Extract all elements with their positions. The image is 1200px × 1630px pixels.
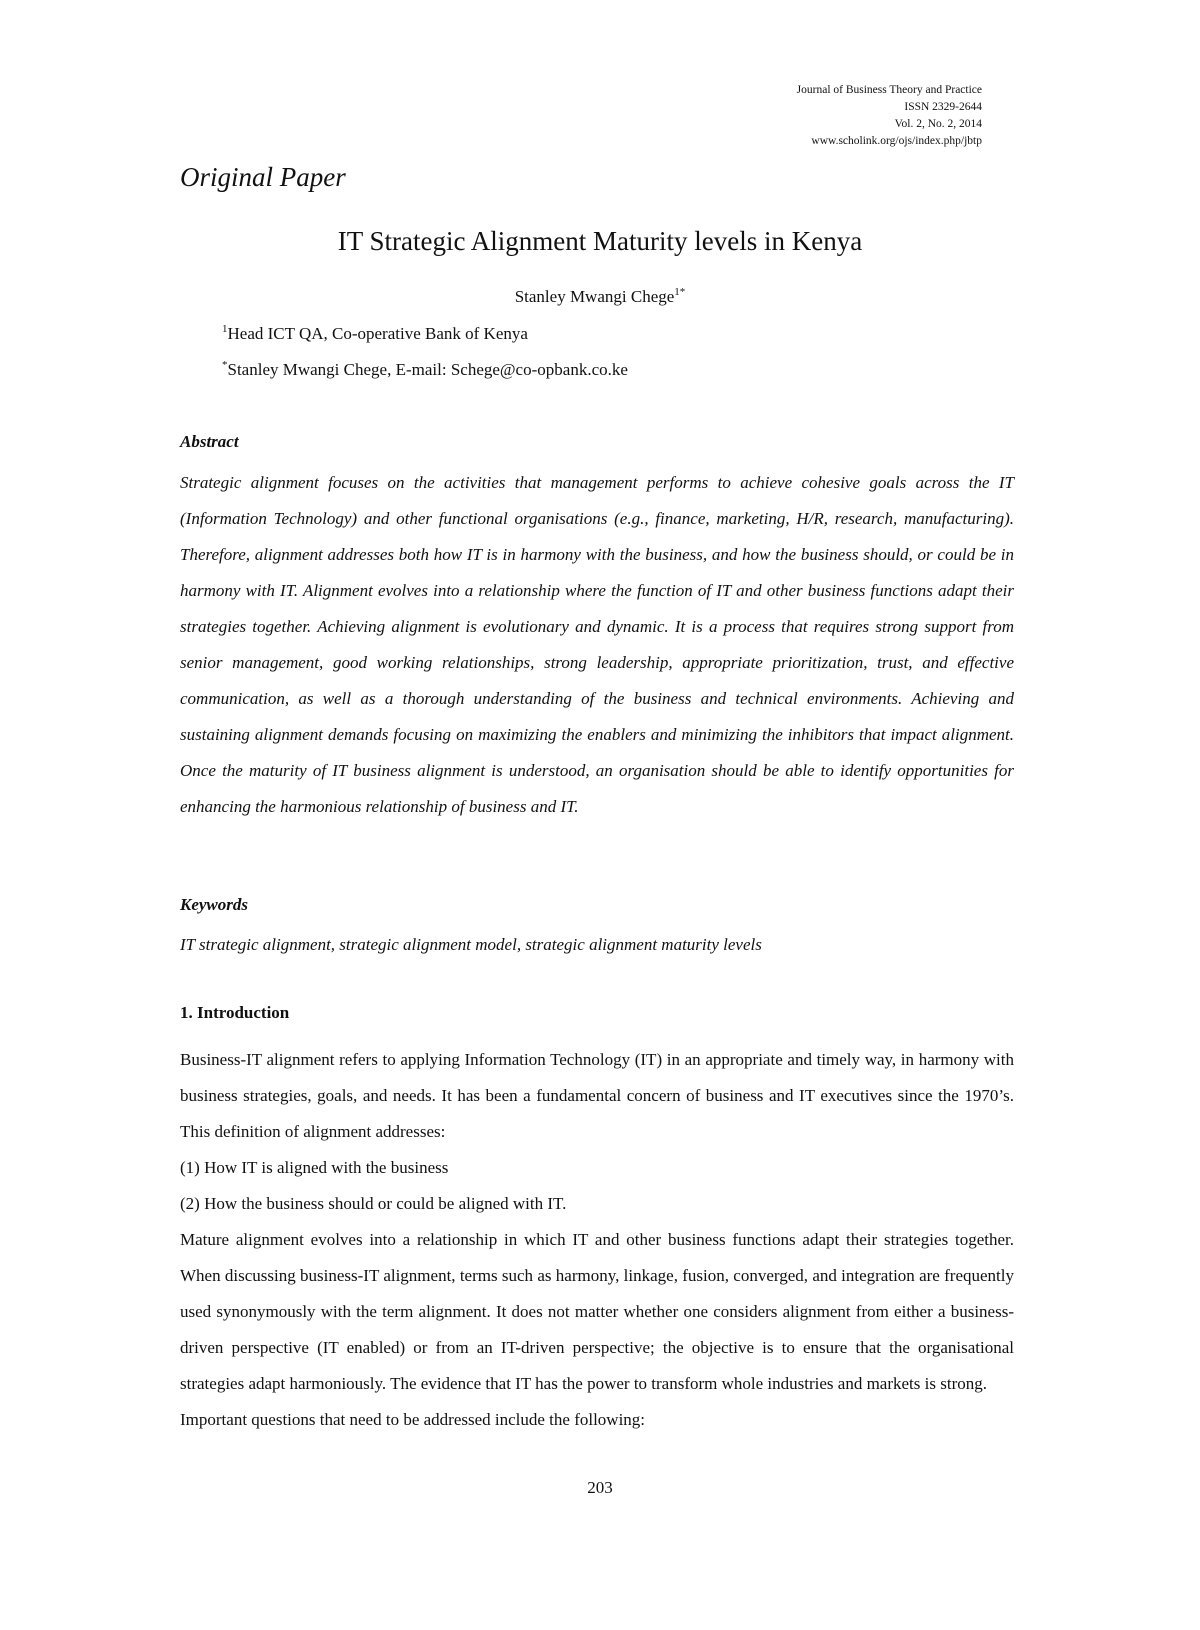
keywords-text: IT strategic alignment, strategic alignment model, strategic alignment maturity levels bbox=[180, 935, 762, 954]
author-name: Stanley Mwangi Chege bbox=[514, 287, 675, 306]
introduction-body bbox=[180, 1042, 1014, 1438]
corresponding-text: Stanley Mwangi Chege, E-mail: Schege@co-opbank.co.ke bbox=[227, 360, 628, 379]
journal-url[interactable]: www.scholink.org/ojs/index.php/jbtp bbox=[811, 135, 982, 147]
abstract-heading: Abstract bbox=[180, 432, 239, 451]
paper-title: IT Strategic Alignment Maturity levels in Kenya bbox=[337, 226, 863, 256]
intro-list-item: (2) How the business should or could be aligned with IT. bbox=[180, 1194, 567, 1213]
keywords-heading: Keywords bbox=[180, 895, 248, 914]
author-line bbox=[0, 287, 1200, 307]
journal-issn: ISSN 2329-2644 bbox=[904, 101, 982, 113]
abstract-text: Strategic alignment focuses on the activities that management performs to achieve cohesive goals across the IT (Information Technology) and other functional organisations (e.g., finance, marketing, H/R, research, manufacturing). Therefore, alignment addresses both how IT is in harmony with the business, and how the business should, or could be in harmony with IT. Alignment evolves into a relationship where the function of IT and other business functions adapt their strategies together. Achieving alignment is evolutionary and dynamic. It is a process that requires strong support from senior management, good working relationships, strong leadership, appropriate prioritization, trust, and effective communication, as well as a thorough understanding of the business and technical environments. Achieving and sustaining alignment demands focusing on maximizing the enablers and minimizing the inhibitors that impact alignment. Once the maturity of IT business alignment is understood, an organisation should be able to identify opportunities for enhancing the harmonious relationship of business and IT. bbox=[180, 473, 1014, 816]
corresponding-marker: * bbox=[222, 359, 228, 371]
author-marker: 1* bbox=[674, 286, 686, 298]
journal-volume: Vol. 2, No. 2, 2014 bbox=[894, 118, 982, 130]
intro-paragraph: Important questions that need to be addressed include the following: bbox=[180, 1410, 646, 1429]
corresponding-author bbox=[222, 360, 628, 380]
introduction-heading: 1. Introduction bbox=[180, 1003, 290, 1022]
intro-paragraph: Mature alignment evolves into a relationship in which IT and other business functions adapt their strategies together. When discussing business-IT alignment, terms such as harmony, linkage, fusion, converged, and integration are frequently used synonymously with the term alignment. It does not matter whether one considers alignment from either a business-driven perspective (IT enabled) or from an IT-driven perspective; the objective is to ensure that the organisational strategies adapt harmoniously. The evidence that IT has the power to transform whole industries and markets is strong. bbox=[180, 1230, 1014, 1393]
intro-paragraph: Business-IT alignment refers to applying Information Technology (IT) in an appropriate and timely way, in harmony with business strategies, goals, and needs. It has been a fundamental concern of business and IT executives since the 1970’s. This definition of alignment addresses: bbox=[180, 1050, 1014, 1141]
intro-list-item: (1) How IT is aligned with the business bbox=[180, 1158, 449, 1177]
paper-type: Original Paper bbox=[180, 162, 346, 192]
affiliation-marker: 1 bbox=[222, 323, 228, 335]
page-number: 203 bbox=[587, 1478, 613, 1497]
journal-header bbox=[797, 82, 982, 150]
affiliation-text: Head ICT QA, Co-operative Bank of Kenya bbox=[227, 324, 528, 343]
affiliation-1 bbox=[222, 324, 528, 344]
journal-name: Journal of Business Theory and Practice bbox=[796, 84, 982, 96]
